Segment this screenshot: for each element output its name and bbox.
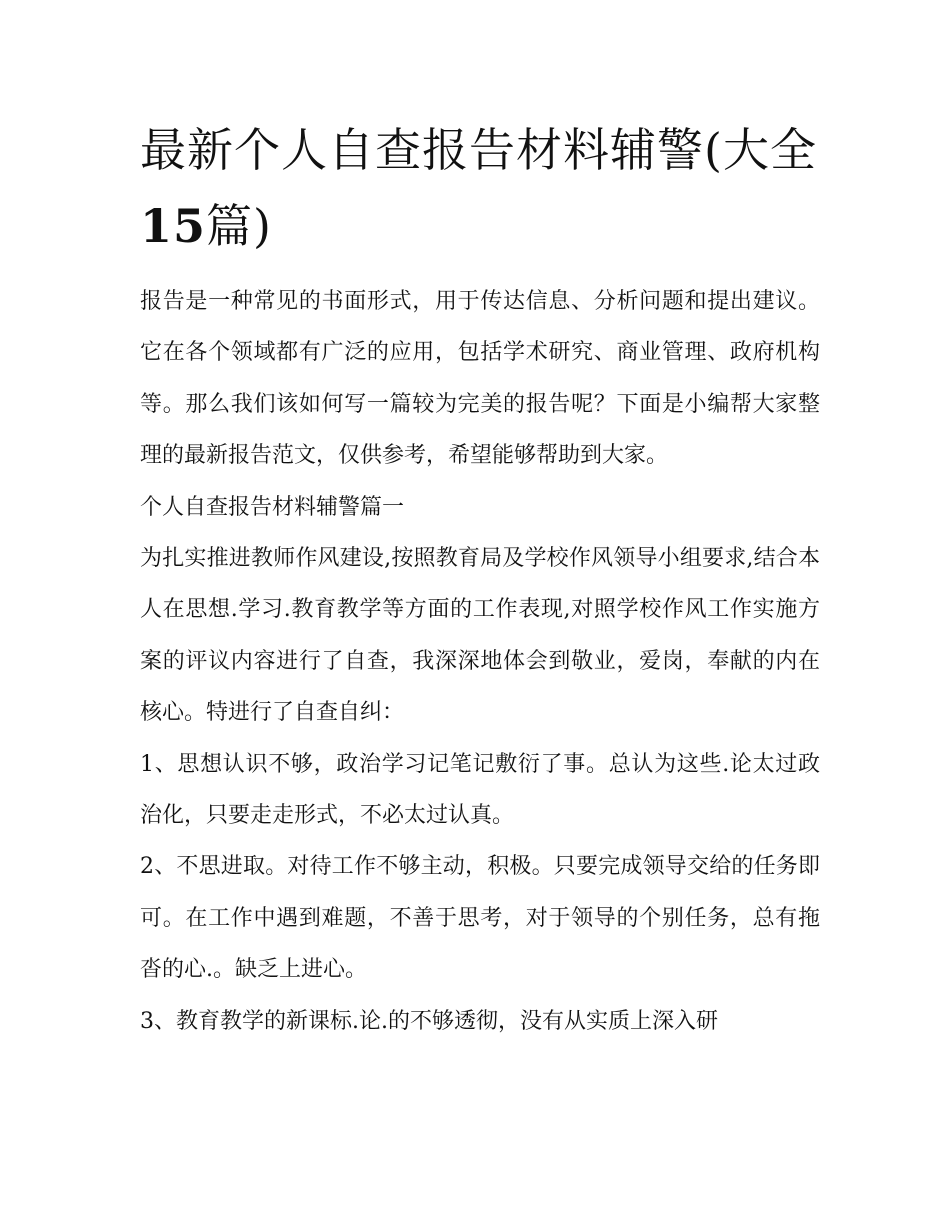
- section-heading: 个人自查报告材料辅警篇一: [140, 494, 405, 520]
- list-item-2: 2、不思进取。对待工作不够主动，积极。只要完成领导交给的任务即可。在工作中遇到难题，不善于思考，对于领导的个别任务，总有拖沓的心.。缺乏上进心。: [140, 854, 820, 983]
- intro-paragraph: 报告是一种常见的书面形式，用于传达信息、分析问题和提出建议。它在各个领域都有广泛的应用，包括学术研究、商业管理、政府机构等。那么我们该如何写一篇较为完美的报告呢？下面是小编帮大家整理的最新报告范文，仅供参考，希望能够帮助到大家。: [140, 289, 820, 469]
- document-body: [140, 276, 820, 1047]
- section-paragraph: 为扎实推进教师作风建设,按照教育局及学校作风领导小组要求,结合本人在思想.学习.教育教学等方面的工作表现,对照学校作风工作实施方案的评议内容进行了自查，我深深地体会到敬业，爱岗，奉献的内在核心。特进行了自查自纠：: [140, 546, 820, 726]
- document-title: 最新个人自查报告材料辅警(大全15篇): [140, 123, 817, 253]
- list-item-3: 3、教育教学的新课标.论.的不够透彻，没有从实质上深入研: [140, 1008, 718, 1034]
- list-item-1: 1、思想认识不够，政治学习记笔记敷衍了事。总认为这些.论太过政治化，只要走走形式，不必太过认真。: [140, 751, 820, 829]
- document-page: [140, 112, 820, 1047]
